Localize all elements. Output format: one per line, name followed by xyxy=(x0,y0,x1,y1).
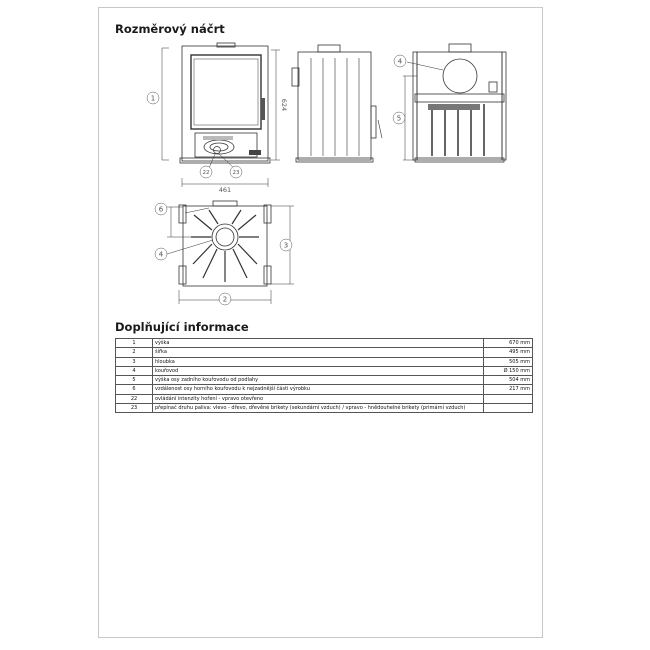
table-cell-value: 504 mm xyxy=(484,376,533,385)
table-cell-num: 22 xyxy=(116,394,153,403)
dimension-height-label: 624 xyxy=(280,98,288,112)
table-row xyxy=(116,385,533,394)
callout-5-label: 5 xyxy=(396,114,402,123)
table-cell-value: 505 mm xyxy=(484,357,533,366)
table-cell-label: kouřovod xyxy=(153,366,484,375)
table-row xyxy=(116,404,533,413)
rear-view xyxy=(403,44,506,162)
table-cell-num: 6 xyxy=(116,385,153,394)
front-view xyxy=(162,43,280,187)
table-cell-value: 495 mm xyxy=(484,348,533,357)
table-row xyxy=(116,348,533,357)
top-view xyxy=(167,201,294,304)
table-cell-label: vzdálenost osy horního kouřovodu k nejzadnější části výrobku xyxy=(153,385,484,394)
dimension-width-label: 461 xyxy=(218,186,232,194)
callout-4-top-label: 4 xyxy=(158,250,164,259)
table-cell-num: 2 xyxy=(116,348,153,357)
table-cell-num: 4 xyxy=(116,366,153,375)
table-cell-num: 5 xyxy=(116,376,153,385)
table-row xyxy=(116,339,533,348)
specification-table xyxy=(115,338,533,413)
table-cell-label: ovládání intenzity hoření - vpravo otevřeno xyxy=(153,394,484,403)
callout-3-label: 3 xyxy=(283,241,289,250)
table-row xyxy=(116,376,533,385)
callout-4-rear-label: 4 xyxy=(397,57,403,66)
section-heading-additional-info: Doplňující informace xyxy=(115,320,249,334)
callout-23-label: 23 xyxy=(232,170,240,176)
table-cell-value xyxy=(484,404,533,413)
table-cell-num: 23 xyxy=(116,404,153,413)
table-cell-label: výška osy zadního kouřovodu od podlahy xyxy=(153,376,484,385)
table-row xyxy=(116,366,533,375)
document-page xyxy=(98,7,543,638)
table-cell-value: Ø 150 mm xyxy=(484,366,533,375)
table-cell-value: 670 mm xyxy=(484,339,533,348)
table-cell-num: 3 xyxy=(116,357,153,366)
callout-22-label: 22 xyxy=(202,170,210,176)
callout-2-label: 2 xyxy=(222,295,228,304)
section-heading-dimension-sketch: Rozměrový náčrt xyxy=(115,22,225,36)
table-cell-label: hloubka xyxy=(153,357,484,366)
side-view xyxy=(292,45,382,162)
specification-table-body xyxy=(116,339,533,413)
table-row xyxy=(116,394,533,403)
technical-drawing xyxy=(99,8,544,308)
callout-6-label: 6 xyxy=(158,205,164,214)
table-cell-value xyxy=(484,394,533,403)
table-cell-value: 217 mm xyxy=(484,385,533,394)
table-cell-label: výška xyxy=(153,339,484,348)
table-row xyxy=(116,357,533,366)
table-cell-label: přepínač druhu paliva: vlevo - dřevo, dřevěné brikety (sekundární vzduch) / vpravo - hnědouhelné brikety (primární vzduch) xyxy=(153,404,484,413)
table-cell-num: 1 xyxy=(116,339,153,348)
table-cell-label: šířka xyxy=(153,348,484,357)
callout-1-label: 1 xyxy=(150,94,156,103)
